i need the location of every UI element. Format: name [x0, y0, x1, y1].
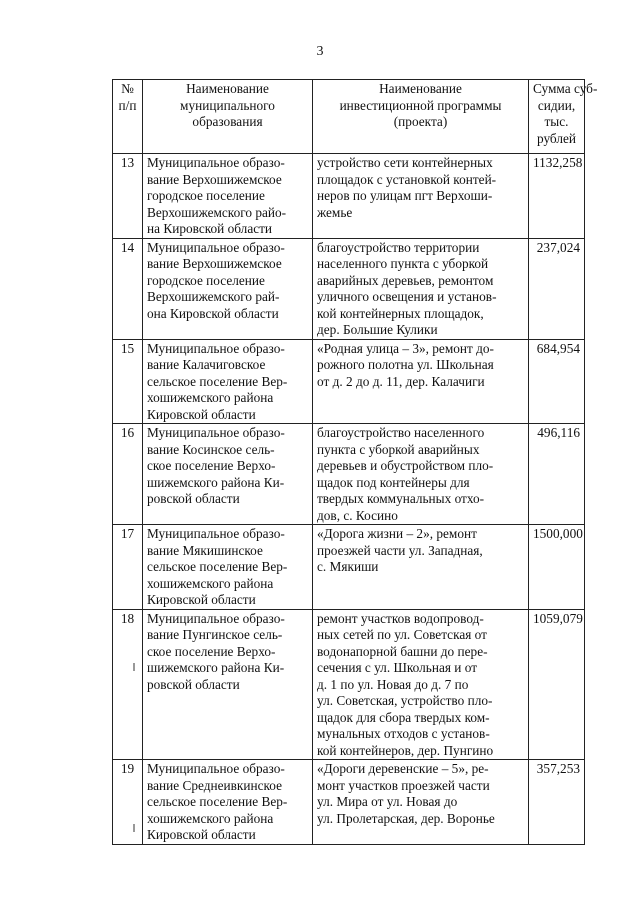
municipality-line: вание Косинское сель- — [147, 441, 275, 457]
program-line: ул. Советская, устройство пло- — [317, 693, 493, 708]
subsidy-amount: 1132,258 — [529, 154, 585, 239]
subsidy-amount: 237,024 — [529, 238, 585, 339]
municipality-line: Верхошижемского рай- — [147, 289, 280, 304]
program-line: пункта с уборкой аварийных — [317, 441, 480, 457]
program-line: площадок с установкой контей- — [317, 171, 497, 187]
program-line: «Дорога жизни – 2», ремонт — [317, 526, 477, 541]
program-line: от д. 2 до д. 11, дер. Калачиги — [317, 373, 485, 389]
program-line: населенного пункта с уборкой — [317, 256, 489, 271]
header-subsidy — [529, 80, 598, 154]
subsidy-amount: 684,954 — [529, 339, 585, 424]
table-header-row — [113, 80, 585, 154]
margin-mark — [133, 824, 135, 832]
program-line: монт участков проезжей части — [317, 777, 490, 793]
municipality-line: ровской области — [147, 676, 240, 692]
table-body — [113, 154, 585, 845]
program-line: ремонт участков водопровод- — [317, 610, 484, 626]
table-row — [113, 525, 585, 610]
program-line: щадок под контейнеры для — [317, 474, 470, 490]
header-line: рублей — [536, 130, 577, 146]
table-row — [113, 609, 585, 760]
program-line: аварийных деревьев, ремонтом — [317, 272, 494, 288]
program-line: сечения с ул. Школьная и от — [317, 660, 478, 675]
program-line: устройство сети контейнерных — [317, 155, 493, 170]
program-line: «Дороги деревенские – 5», ре- — [317, 761, 489, 776]
program-name — [313, 609, 529, 760]
municipality-line: городское поселение — [147, 188, 265, 203]
program-line: благоустройство территории — [317, 239, 480, 255]
program-line: уличного освещения и установ- — [317, 289, 497, 304]
header-line: (проекта) — [393, 114, 448, 129]
municipality-line: вание Мякишинское — [147, 542, 263, 558]
program-line: ных сетей по ул. Советская от — [317, 627, 487, 642]
program-line: с. Мякиши — [317, 559, 379, 574]
header-line: инвестиционной программы — [339, 97, 502, 113]
municipality-line: хошижемского района — [147, 390, 274, 405]
program-name — [313, 760, 529, 845]
header-line: сидии, — [537, 97, 576, 113]
municipality-line: сельское поселение Вер- — [147, 559, 288, 574]
row-number: 13 — [113, 154, 143, 239]
row-number: 19 — [113, 760, 143, 845]
municipality-name — [143, 339, 313, 424]
header-program — [313, 80, 529, 154]
program-name — [313, 525, 529, 610]
program-line: твердых коммунальных отхо- — [317, 491, 485, 506]
row-number: 17 — [113, 525, 143, 610]
program-line: д. 1 по ул. Новая до д. 7 по — [317, 676, 469, 692]
program-line: ул. Мира от ул. Новая до — [317, 794, 458, 809]
program-name — [313, 238, 529, 339]
municipality-line: Муниципальное образо- — [147, 610, 285, 626]
program-name — [313, 339, 529, 424]
program-line: кой контейнеров, дер. Пунгино — [317, 742, 494, 758]
program-line: жемье — [317, 204, 353, 220]
municipality-line: Кировской области — [147, 592, 256, 607]
municipality-line: Муниципальное образо- — [147, 526, 285, 541]
municipality-line: вание Верхошижемское — [147, 171, 282, 187]
program-line: щадок для сбора твердых ком- — [317, 709, 490, 725]
municipality-line: ровской области — [147, 491, 240, 506]
header-number — [113, 80, 143, 154]
municipality-name — [143, 525, 313, 610]
row-number: 16 — [113, 424, 143, 525]
program-line: дер. Большие Кулики — [317, 322, 438, 337]
program-line: благоустройство населенного — [317, 425, 485, 440]
municipality-line: вание Среднеивкинское — [147, 777, 282, 793]
row-number: 15 — [113, 339, 143, 424]
municipality-line: ское поселение Верхо- — [147, 458, 276, 473]
program-line: ул. Пролетарская, дер. Воронье — [317, 810, 495, 826]
program-name — [313, 154, 529, 239]
table-row — [113, 424, 585, 525]
program-line: дов, с. Косино — [317, 507, 398, 523]
municipality-line: Муниципальное образо- — [147, 425, 285, 440]
table-row — [113, 339, 585, 424]
municipality-name — [143, 760, 313, 845]
table-row — [113, 238, 585, 339]
program-line: мунальных отходов с установ- — [317, 726, 490, 741]
row-number: 14 — [113, 238, 143, 339]
municipality-line: Кировской области — [147, 827, 256, 842]
municipality-line: Муниципальное образо- — [147, 155, 285, 170]
program-name — [313, 424, 529, 525]
municipality-line: она Кировской области — [147, 305, 279, 321]
header-line: муниципального — [180, 97, 275, 113]
header-line: Наименование — [186, 81, 269, 96]
municipality-line: сельское поселение Вер- — [147, 794, 288, 809]
municipality-line: вание Пунгинское сель- — [147, 627, 283, 642]
header-line: тыс. — [544, 114, 569, 129]
table-row — [113, 154, 585, 239]
margin-mark — [133, 663, 135, 671]
page-number: 3 — [316, 44, 324, 59]
municipality-line: шижемского района Ки- — [147, 660, 285, 675]
subsidy-amount: 357,253 — [529, 760, 585, 845]
municipality-line: Муниципальное образо- — [147, 340, 285, 356]
program-line: неров по улицам пгт Верхоши- — [317, 188, 493, 203]
municipality-name — [143, 238, 313, 339]
header-line: Наименование — [379, 81, 462, 96]
municipality-line: на Кировской области — [147, 221, 273, 236]
municipality-line: хошижемского района — [147, 810, 274, 826]
header-line: п/п — [118, 97, 137, 113]
municipality-line: вание Калачиговское — [147, 357, 266, 372]
subsidy-amount: 1500,000 — [529, 525, 585, 610]
municipality-line: Верхошижемского райо- — [147, 204, 287, 220]
header-municipality — [143, 80, 313, 154]
program-line: кой контейнерных площадок, — [317, 305, 484, 321]
municipality-name — [143, 424, 313, 525]
municipality-line: Муниципальное образо- — [147, 761, 285, 776]
program-line: проезжей части ул. Западная, — [317, 542, 483, 558]
municipality-line: шижемского района Ки- — [147, 474, 285, 490]
subsidy-amount: 496,116 — [529, 424, 585, 525]
row-number: 18 — [113, 609, 143, 760]
header-line: № — [121, 81, 134, 96]
municipality-line: вание Верхошижемское — [147, 256, 282, 271]
municipality-line: хошижемского района — [147, 575, 274, 591]
municipality-line: ское поселение Верхо- — [147, 643, 276, 659]
subsidy-amount: 1059,079 — [529, 609, 585, 760]
program-line: «Родная улица – 3», ремонт до- — [317, 340, 494, 356]
program-line: рожного полотна ул. Школьная — [317, 357, 494, 372]
municipality-name — [143, 154, 313, 239]
header-line: Сумма суб- — [533, 81, 598, 96]
table-row — [113, 760, 585, 845]
subsidy-table — [112, 79, 598, 845]
header-line: образования — [192, 114, 263, 129]
municipality-line: Кировской области — [147, 406, 256, 422]
municipality-line: городское поселение — [147, 272, 265, 288]
program-line: водонапорной башни до пере- — [317, 643, 488, 659]
municipality-line: сельское поселение Вер- — [147, 373, 288, 389]
program-line: деревьев и обустройством пло- — [317, 458, 494, 473]
municipality-name — [143, 609, 313, 760]
municipality-line: Муниципальное образо- — [147, 239, 285, 255]
